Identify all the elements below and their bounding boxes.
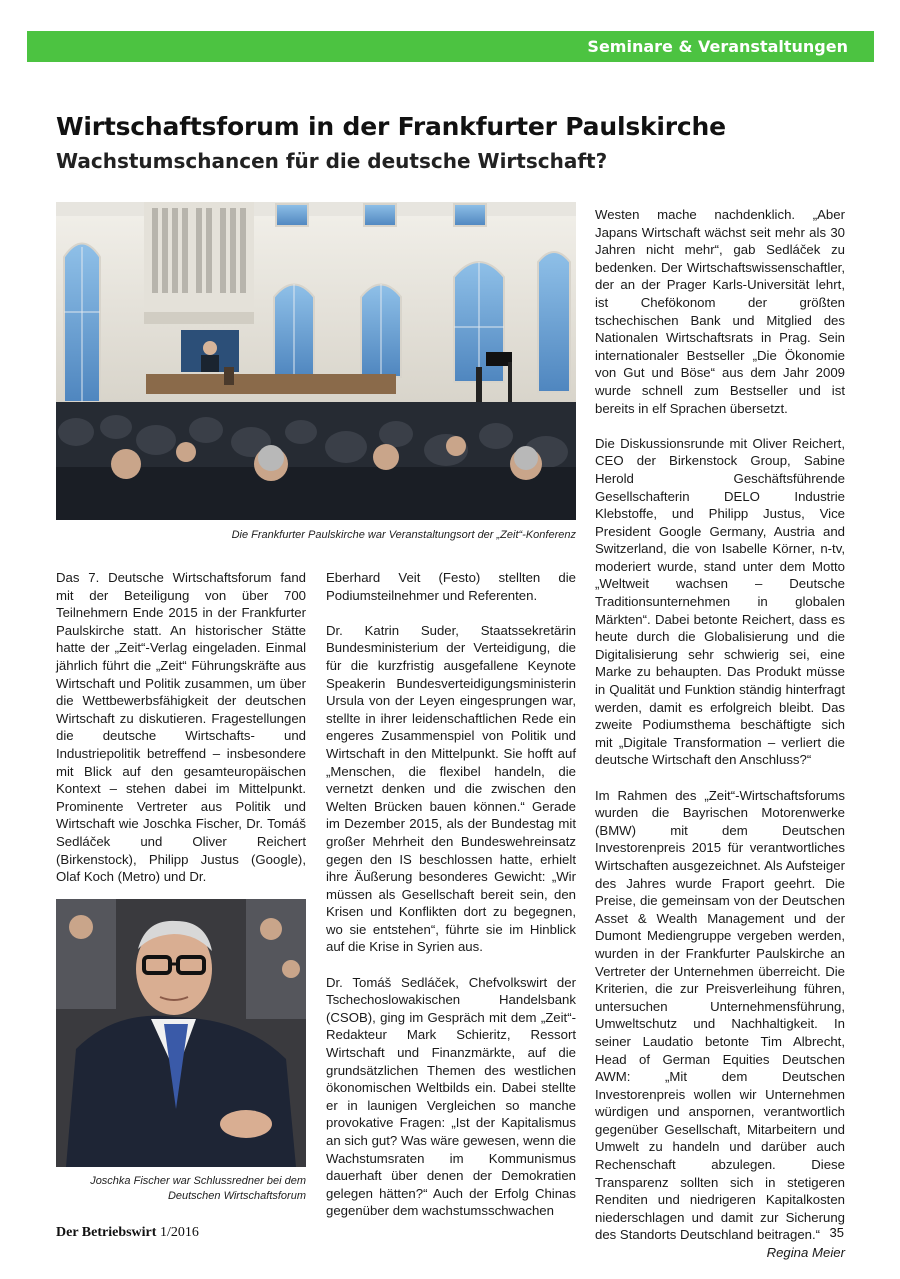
text-column-3 — [595, 206, 845, 1279]
fischer-photo-caption: Joschka Fischer war Schlussredner bei dem Deutschen Wirtschaftsforum — [90, 1175, 306, 1202]
text-column-1 — [56, 569, 306, 903]
section-header-bar — [27, 31, 874, 62]
paulskirche-photo — [56, 202, 576, 520]
paragraph: Die Diskussionsrunde mit Oliver Reichert, CEO der Birkenstock Group, Sabine Herold Geschäftsführende Gesellschafterin DELO Industrie Klebstoffe, und Philipp Justus, Vice President Google Germany, Austria and Switzerland, die von Isabelle Körner, n-tv, moderiert wurde, stand unter dem Motto „Weltweit wachsen – Deutsche Traditionsunternehmen in globalen Märkten“. Dabei betonte Reichert, dass es heute durch die Globalisierung und die Digitalisierung sehr schwierig sei, eine Marke zu behaupten. Das Produkt müsse in Qualität und Funktion ständig hinterfragt werden, damit es erfolgreich bleibt. Das zweite Podiumsthema beschäftigte sich mit „Digitale Transformation – verliert die deutsche Wirtschaft den Anschluss?“ — [595, 435, 845, 768]
paulskirche-illustration — [56, 202, 576, 520]
page-number: 35 — [829, 1225, 844, 1240]
paragraph: Eberhard Veit (Festo) stellten die Podiumsteilnehmer und Referenten. — [326, 570, 576, 603]
paragraph: Dr. Katrin Suder, Staatssekretärin Bundesministerium der Verteidigung, die für die kurzfristig ausgefallene Keynote Speakerin Bundesverteidigungsministerin Ursula von der Leyen eingesprungen war, stellte in ihrer leidenschaftlichen Rede ein engeres Zusammenspiel von Politik und Wirtschaft in den Mittelpunkt. Sie hofft auf „Menschen, die flexibel handeln, die vernetzt denken und die zwischen den Welten Brücken bauen können.“ Gerade im Dezember 2015, als der Bundestag mit großer Mehrheit den Bundeswehreinsatz gegen den IS beschlossen hatte, erhielt ihre Äußerung besonderes Gewicht: „Wir müssen als Gesellschaft bereit sein, den Krisen und Konflikten dort zu begegnen, wo sie entstehen“, führte sie im Hinblick auf die Krise in Syrien aus. — [326, 622, 576, 955]
paragraph: Das 7. Deutsche Wirtschaftsforum fand mit der Beteiligung von über 700 Teilnehmern Ende 2015 in der Frankfurter Paulskirche statt. An historischer Stätte hatte der „Zeit“-Verlag eingeladen. Einmal jährlich führt die „Zeit“ Führungskräfte aus Wirtschaft und Politik zusammen, um über die Wettbewerbsfähigkeit der deutschen Wirtschaft zu diskutieren. Fragestellungen die deutsche Wirtschafts- und Industriepolitik betreffend – insbesondere mit Blick auf den gesamteuropäischen Kontext – stehen dabei im Mittelpunkt. Prominente Vertreter aus Politik und Wirtschaft wie Joschka Fischer, Dr. Tomáš Sedláček und Oliver Reichert (Birkenstock), Philipp Justus (Google), Olaf Koch (Metro) und Dr. — [56, 570, 306, 885]
paragraph: Westen mache nachdenklich. „Aber Japans Wirtschaft wächst seit mehr als 30 Jahren nicht mehr“, gab Sedláček zu bedenken. Der Wirtschaftswissenschaftler, der an der Prager Karls-Universität lehrt, ist Chefökonom der größten tschechischen Bank und Mitglied des Nationalen Wirtschaftsrats in Prag. Sein internationaler Bestseller „Die Ökonomie von Gut und Böse“ aus dem Jahr 2009 wurde schnell zum Bestseller und ist bereits in elf Sprachen übersetzt. — [595, 207, 845, 416]
author-signature: Regina Meier — [766, 1245, 845, 1261]
joschka-fischer-photo — [56, 899, 306, 1167]
main-photo-caption: Die Frankfurter Paulskirche war Veranstaltungsort der „Zeit“-Konferenz — [231, 529, 576, 541]
article-title: Wirtschaftsforum in der Frankfurter Paulskirche — [56, 112, 726, 141]
text-column-2 — [326, 569, 576, 1238]
joschka-fischer-illustration — [56, 899, 306, 1167]
publication-footer — [56, 1225, 199, 1241]
article-subtitle: Wachstumschancen für die deutsche Wirtschaft? — [56, 149, 608, 173]
issue-number: 1/2016 — [159, 1225, 199, 1240]
publication-name: Der Betriebswirt — [56, 1225, 157, 1240]
paragraph: Dr. Tomáš Sedláček, Chefvolkswirt der Tschechoslowakischen Handelsbank (CSOB), ging im Gespräch mit dem „Zeit“-Redakteur Mark Schieritz, Ressort Wirtschaft und Finanzmärkte, auf die grundsätzlichen Themen des westlichen ökonomischen Weltbilds ein. Dabei stellte er in launigen Vergleichen so manche provokative Fragen: „Ist der Kapitalismus an sich gut? Was wäre gewesen, wenn die Wachstumsraten im Kommunismus dauerhaft über denen der Demokratien gelegen hätten?“ Auch der Erfolg Chinas gegenüber dem wachstumsschwachen — [326, 974, 576, 1219]
section-label: Seminare & Veranstaltungen — [587, 37, 848, 56]
paragraph: Im Rahmen des „Zeit“-Wirtschaftsforums wurden die Bayrischen Motorenwerke (BMW) mit dem Deutschen Investorenpreis 2015 für verantwortliches Wirtschaften ausgezeichnet. Als Aufsteiger des Jahres wurde Fraport geehrt. Die Preise, die gemeinsam von der Deutschen Asset & Wealth Management und der Dumont Mediengruppe vergeben werden, wurden in der Frankfurter Paulskirche an Vertreter der Unternehmen überreicht. Die Kriterien, die zur Preisverleihung führen, untersuchen Unternehmensführung, Umweltschutz und Nachhaltigkeit. In seiner Laudatio betonte Tim Albrecht, Head of German Equities Deutschen AWM: „Mit dem Deutschen Investorenpreis wollen wir Unternehmen würdigen und anspornen, verantwortlich gegenüber Gesellschaft, Mitarbeitern und Umwelt zu handeln und darüber auch Rechenschaft abzulegen. Diese Transparenz sollten sich in stetigeren Renditen und niedrigeren Kapitalkosten niederschlagen und damit zur Sicherung des Standorts Deutschland beitragen.“ — [595, 787, 845, 1243]
